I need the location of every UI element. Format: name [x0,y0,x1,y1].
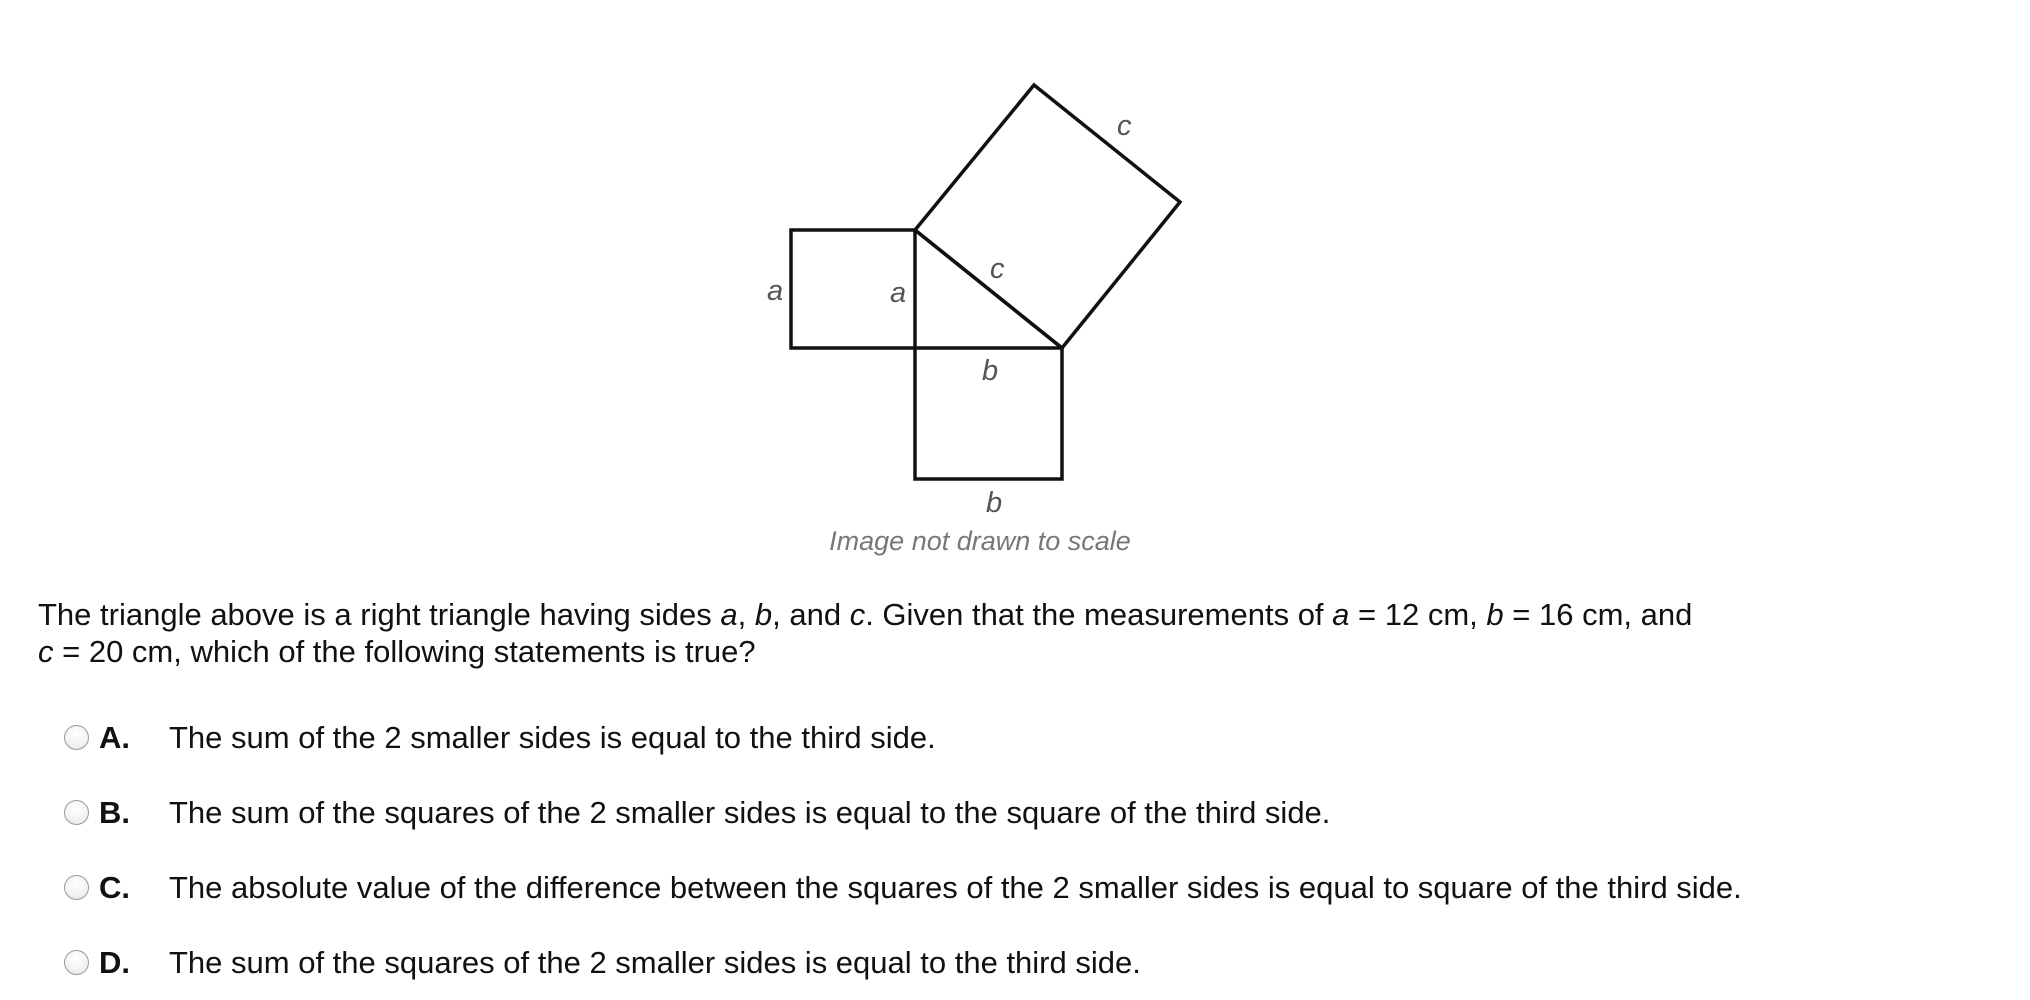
choice-letter: A. [99,719,130,755]
radio-button-c[interactable] [64,875,89,900]
radio-button-b[interactable] [64,800,89,825]
choice-text: The absolute value of the difference between the squares of the 2 smaller sides is equal to square of the third side. [169,869,1742,905]
question-part: = 12 cm, [1349,597,1487,632]
question-part: , and [772,597,850,632]
label-b-bottom: b [986,487,1003,519]
square-c [915,85,1180,348]
label-c-outer: c [1117,110,1132,142]
hypotenuse-c [915,230,1062,348]
answer-choices [64,700,1964,1000]
variable-a: a [720,597,738,632]
label-c-inner: c [990,253,1005,285]
choice-letter: B. [99,794,130,830]
choice-d[interactable] [64,925,1964,1000]
variable-c: c [849,597,866,632]
choice-letter: D. [99,944,130,980]
choice-letter: C. [99,869,130,905]
variable-b: b [754,597,773,632]
question-part: = 16 cm, and [1503,597,1693,632]
question-part: , [737,597,755,632]
variable-a: a [1332,597,1350,632]
radio-button-a[interactable] [64,725,89,750]
variable-b: b [1486,597,1504,632]
label-b-inner: b [982,355,999,387]
question-part: = 20 cm, which of the following statements is true? [53,634,756,669]
choice-text: The sum of the squares of the 2 smaller sides is equal to the square of the third side. [169,794,1331,830]
choice-text: The sum of the 2 smaller sides is equal to the third side. [169,719,936,755]
question-part: The triangle above is a right triangle having sides [38,597,721,632]
variable-c: c [38,634,54,669]
radio-button-d[interactable] [64,950,89,975]
choice-c[interactable] [64,850,1964,925]
choice-text: The sum of the squares of the 2 smaller sides is equal to the third side. [169,944,1141,980]
question-text [38,596,1858,670]
choice-a[interactable] [64,700,1964,775]
label-a-inner: a [890,277,907,309]
choice-b[interactable] [64,775,1964,850]
label-a-left: a [767,275,784,307]
figure-caption: Image not drawn to scale [829,526,1131,556]
question-part: . Given that the measurements of [865,597,1333,632]
